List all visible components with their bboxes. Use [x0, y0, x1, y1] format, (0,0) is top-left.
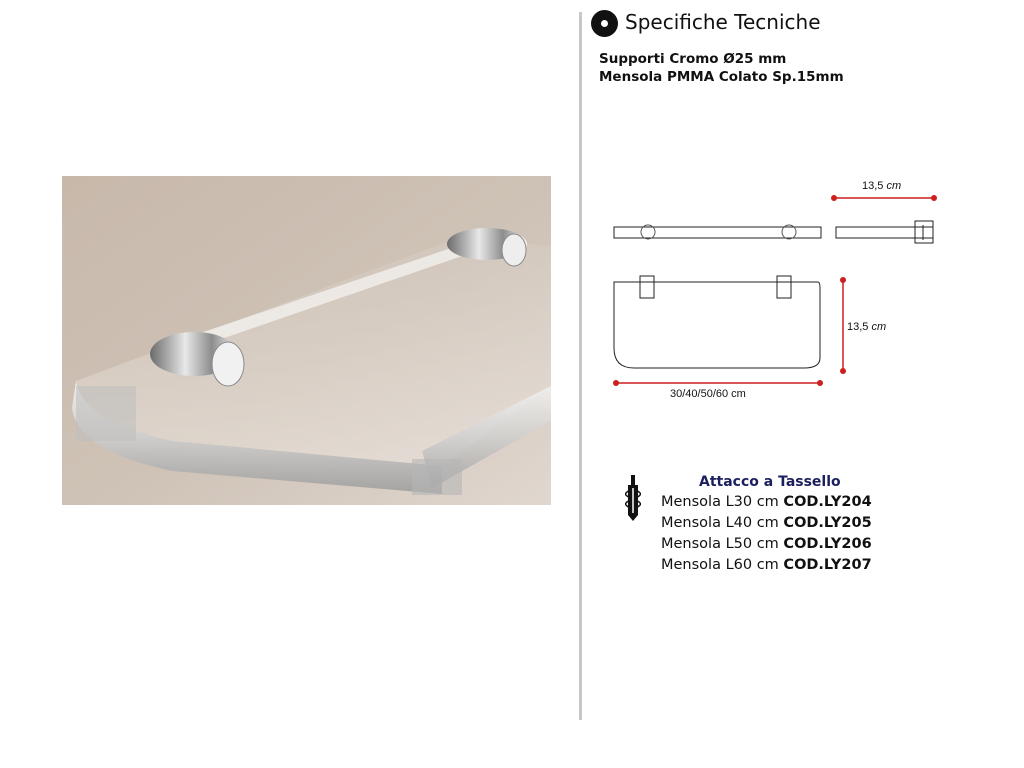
depth-side-label: 13,5 cm [847, 321, 887, 333]
code-row-code: COD.LY207 [783, 557, 872, 573]
code-row [661, 515, 872, 531]
side-elevation-outline [836, 227, 933, 238]
code-row [661, 494, 872, 510]
spec-shelf-material: Mensola PMMA Colato Sp.15mm [599, 69, 844, 85]
code-row-code: COD.LY205 [783, 515, 872, 531]
front-elevation-outline [614, 227, 821, 238]
plan-bracket-right [777, 276, 791, 298]
code-row-label: Mensola L30 cm [661, 494, 779, 510]
code-row-label: Mensola L40 cm [661, 515, 779, 531]
code-row-label: Mensola L50 cm [661, 536, 779, 552]
side-bracket-outline [915, 221, 933, 243]
spec-supports: Supporti Cromo Ø25 mm [599, 51, 787, 67]
specs-title: Specifiche Tecniche [625, 10, 821, 34]
section-bullet-icon [591, 10, 618, 37]
wall-anchor-icon [625, 475, 641, 521]
depth-top-label: 13,5 cm [862, 180, 902, 192]
code-row [661, 536, 872, 552]
code-row-code: COD.LY204 [783, 494, 872, 510]
length-label: 30/40/50/60 cm [670, 388, 746, 400]
acrylic-shelf-photo [62, 176, 551, 505]
plan-view-outline [614, 282, 820, 368]
technical-drawing [600, 170, 960, 410]
code-row [661, 557, 872, 573]
column-divider [579, 12, 582, 720]
attachment-title: Attacco a Tassello [699, 474, 841, 490]
code-row-code: COD.LY206 [783, 536, 872, 552]
plan-bracket-left [640, 276, 654, 298]
technical-drawing-svg [600, 170, 960, 410]
code-row-label: Mensola L60 cm [661, 557, 779, 573]
